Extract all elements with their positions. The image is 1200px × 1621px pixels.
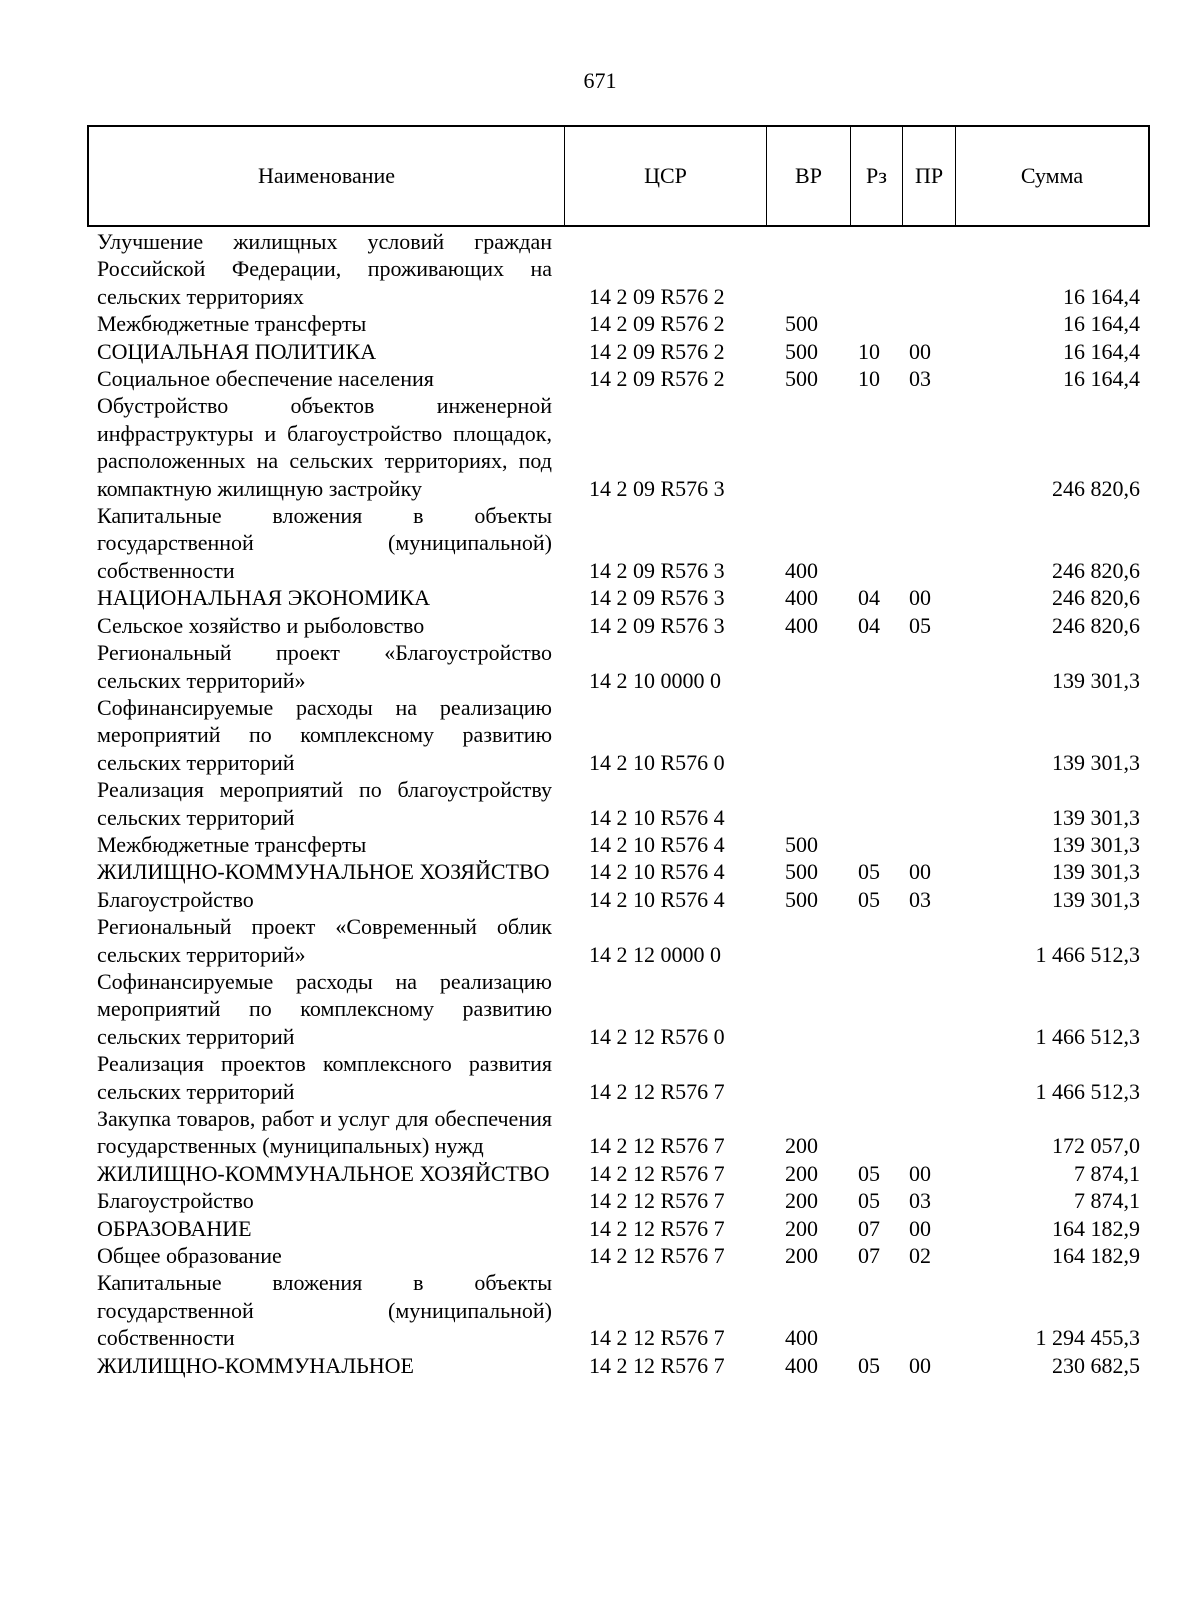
row-csr: 14 2 10 R576 4	[589, 859, 725, 885]
row-csr: 14 2 09 R576 3	[589, 585, 725, 611]
table-row	[0, 831, 1200, 858]
row-csr: 14 2 12 R576 7	[589, 1133, 725, 1159]
row-vr: 500	[785, 831, 818, 857]
row-csr: 14 2 10 R576 4	[589, 886, 725, 912]
row-sum: 139 301,3	[1052, 859, 1140, 885]
row-name: Региональный проект «Современный облик сельских территорий»	[97, 914, 552, 967]
row-csr: 14 2 10 R576 0	[589, 749, 725, 775]
page-number: 671	[583, 68, 617, 93]
header-csr: ЦСР	[565, 127, 767, 225]
table-row	[0, 886, 1200, 913]
header-vr: ВР	[767, 127, 851, 225]
row-pr: 00	[909, 1215, 931, 1241]
row-sum: 139 301,3	[1052, 831, 1140, 857]
table-row	[0, 338, 1200, 365]
row-rz: 05	[858, 886, 880, 912]
row-pr: 02	[909, 1243, 931, 1269]
row-csr: 14 2 12 R576 7	[589, 1215, 725, 1241]
row-csr: 14 2 09 R576 3	[589, 557, 725, 583]
row-pr: 00	[909, 859, 931, 885]
row-name: Общее образование	[97, 1243, 282, 1269]
table-row	[0, 913, 1200, 968]
row-rz: 05	[858, 1188, 880, 1214]
row-pr: 00	[909, 1160, 931, 1186]
row-name: НАЦИОНАЛЬНАЯ ЭКОНОМИКА	[97, 585, 431, 611]
row-pr: 00	[909, 585, 931, 611]
table-row	[0, 968, 1200, 1050]
row-vr: 500	[785, 366, 818, 392]
row-pr: 03	[909, 886, 931, 912]
header-sum: Сумма	[1020, 163, 1084, 188]
row-sum: 1 466 512,3	[1035, 941, 1140, 967]
row-pr: 05	[909, 612, 931, 638]
row-rz: 04	[858, 612, 880, 638]
table-row	[0, 1242, 1200, 1269]
row-vr: 200	[785, 1133, 818, 1159]
row-rz: 05	[858, 1160, 880, 1186]
row-name: Реализация мероприятий по благоустройству сельских территорий	[97, 777, 552, 830]
table-row	[0, 310, 1200, 337]
row-sum: 16 164,4	[1063, 366, 1140, 392]
row-pr: 00	[909, 338, 931, 364]
row-csr: 14 2 12 R576 7	[589, 1078, 725, 1104]
row-sum: 164 182,9	[1052, 1243, 1140, 1269]
row-csr: 14 2 09 R576 2	[589, 311, 725, 337]
table-row	[0, 365, 1200, 392]
table-row	[0, 1160, 1200, 1187]
table-body	[0, 228, 1200, 1379]
row-csr: 14 2 12 R576 0	[589, 1023, 725, 1049]
row-rz: 05	[858, 859, 880, 885]
row-csr: 14 2 09 R576 2	[589, 283, 725, 309]
row-csr: 14 2 10 R576 4	[589, 804, 725, 830]
row-sum: 246 820,6	[1052, 557, 1140, 583]
table-row	[0, 858, 1200, 885]
table-row	[0, 392, 1200, 502]
row-rz: 07	[858, 1243, 880, 1269]
row-csr: 14 2 12 0000 0	[589, 941, 721, 967]
row-vr: 400	[785, 1325, 818, 1351]
row-pr: 03	[909, 366, 931, 392]
row-vr: 400	[785, 1352, 818, 1378]
row-sum: 139 301,3	[1052, 886, 1140, 912]
table-row	[0, 502, 1200, 584]
row-sum: 1 294 455,3	[1035, 1325, 1140, 1351]
row-csr: 14 2 10 R576 4	[589, 831, 725, 857]
row-csr: 14 2 09 R576 3	[589, 612, 725, 638]
row-name: Благоустройство	[97, 1188, 254, 1214]
table-row	[0, 694, 1200, 776]
row-name: Региональный проект «Благоустройство сельских территорий»	[97, 640, 552, 693]
row-csr: 14 2 09 R576 2	[589, 366, 725, 392]
row-name: ЖИЛИЩНО-КОММУНАЛЬНОЕ ХОЗЯЙСТВО	[97, 1160, 550, 1186]
row-name: СОЦИАЛЬНАЯ ПОЛИТИКА	[97, 338, 377, 364]
row-vr: 500	[785, 338, 818, 364]
table-row	[0, 1050, 1200, 1105]
row-sum: 1 466 512,3	[1035, 1078, 1140, 1104]
table-row	[0, 584, 1200, 611]
row-name: ЖИЛИЩНО-КОММУНАЛЬНОЕ ХОЗЯЙСТВО	[97, 859, 550, 885]
row-csr: 14 2 12 R576 7	[589, 1188, 725, 1214]
row-sum: 230 682,5	[1052, 1352, 1140, 1378]
header-name: Наименование	[89, 127, 565, 225]
row-name: Капитальные вложения в объекты государственной (муниципальной) собственности	[97, 1270, 552, 1351]
row-name: Реализация проектов комплексного развития сельских территорий	[97, 1051, 552, 1104]
row-rz: 10	[858, 338, 880, 364]
row-vr: 200	[785, 1243, 818, 1269]
row-name: Благоустройство	[97, 886, 254, 912]
row-csr: 14 2 12 R576 7	[589, 1160, 725, 1186]
row-name: Обустройство объектов инженерной инфраструктуры и благоустройство площадок, расположенных на сельских территориях, под компактную жилищную застройку	[97, 393, 552, 501]
row-vr: 200	[785, 1215, 818, 1241]
row-name: ЖИЛИЩНО-КОММУНАЛЬНОЕ	[97, 1352, 414, 1378]
row-vr: 200	[785, 1160, 818, 1186]
table-row	[0, 1352, 1200, 1379]
row-rz: 05	[858, 1352, 880, 1378]
row-vr: 400	[785, 557, 818, 583]
row-vr: 400	[785, 612, 818, 638]
table-row	[0, 1187, 1200, 1214]
row-sum: 1 466 512,3	[1035, 1023, 1140, 1049]
row-vr: 400	[785, 585, 818, 611]
table-row	[0, 639, 1200, 694]
row-sum: 16 164,4	[1063, 283, 1140, 309]
row-name: Сельское хозяйство и рыболовство	[97, 612, 425, 638]
row-name: Улучшение жилищных условий граждан Российской Федерации, проживающих на сельских территориях	[97, 229, 552, 309]
row-vr: 500	[785, 859, 818, 885]
row-name: Капитальные вложения в объекты государственной (муниципальной) собственности	[97, 503, 552, 583]
header-pr: ПР	[903, 127, 956, 225]
row-name: Межбюджетные трансферты	[97, 311, 367, 337]
row-pr: 00	[909, 1352, 931, 1378]
row-vr: 500	[785, 886, 818, 912]
table-row	[0, 776, 1200, 831]
header-rz: Рз	[851, 127, 903, 225]
row-csr: 14 2 09 R576 2	[589, 338, 725, 364]
row-name: Социальное обеспечение населения	[97, 366, 434, 392]
table-row	[0, 612, 1200, 639]
row-sum: 139 301,3	[1052, 667, 1140, 693]
row-name: Закупка товаров, работ и услуг для обеспечения государственных (муниципальных) нужд	[97, 1106, 552, 1159]
row-sum: 246 820,6	[1052, 475, 1140, 501]
table-header	[87, 125, 1150, 227]
row-vr: 500	[785, 311, 818, 337]
row-sum: 164 182,9	[1052, 1215, 1140, 1241]
row-name: Софинансируемые расходы на реализацию мероприятий по комплексному развитию сельских территорий	[97, 968, 552, 1049]
row-vr: 200	[785, 1188, 818, 1214]
table-row	[0, 1215, 1200, 1242]
row-name: ОБРАЗОВАНИЕ	[97, 1215, 252, 1241]
row-name: Софинансируемые расходы на реализацию мероприятий по комплексному развитию сельских территорий	[97, 694, 552, 775]
row-rz: 10	[858, 366, 880, 392]
row-pr: 03	[909, 1188, 931, 1214]
row-csr: 14 2 09 R576 3	[589, 475, 725, 501]
row-sum: 16 164,4	[1063, 311, 1140, 337]
row-csr: 14 2 12 R576 7	[589, 1243, 725, 1269]
row-sum: 7 874,1	[1074, 1160, 1140, 1186]
row-sum: 139 301,3	[1052, 804, 1140, 830]
row-rz: 04	[858, 585, 880, 611]
table-row	[0, 1269, 1200, 1351]
table-row	[0, 228, 1200, 310]
row-sum: 7 874,1	[1074, 1188, 1140, 1214]
row-name: Межбюджетные трансферты	[97, 831, 367, 857]
row-csr: 14 2 12 R576 7	[589, 1325, 725, 1351]
table-row	[0, 1105, 1200, 1160]
row-sum: 246 820,6	[1052, 585, 1140, 611]
row-sum: 246 820,6	[1052, 612, 1140, 638]
row-csr: 14 2 12 R576 7	[589, 1352, 725, 1378]
row-sum: 172 057,0	[1052, 1133, 1140, 1159]
row-sum: 16 164,4	[1063, 338, 1140, 364]
row-sum: 139 301,3	[1052, 749, 1140, 775]
row-csr: 14 2 10 0000 0	[589, 667, 721, 693]
row-rz: 07	[858, 1215, 880, 1241]
